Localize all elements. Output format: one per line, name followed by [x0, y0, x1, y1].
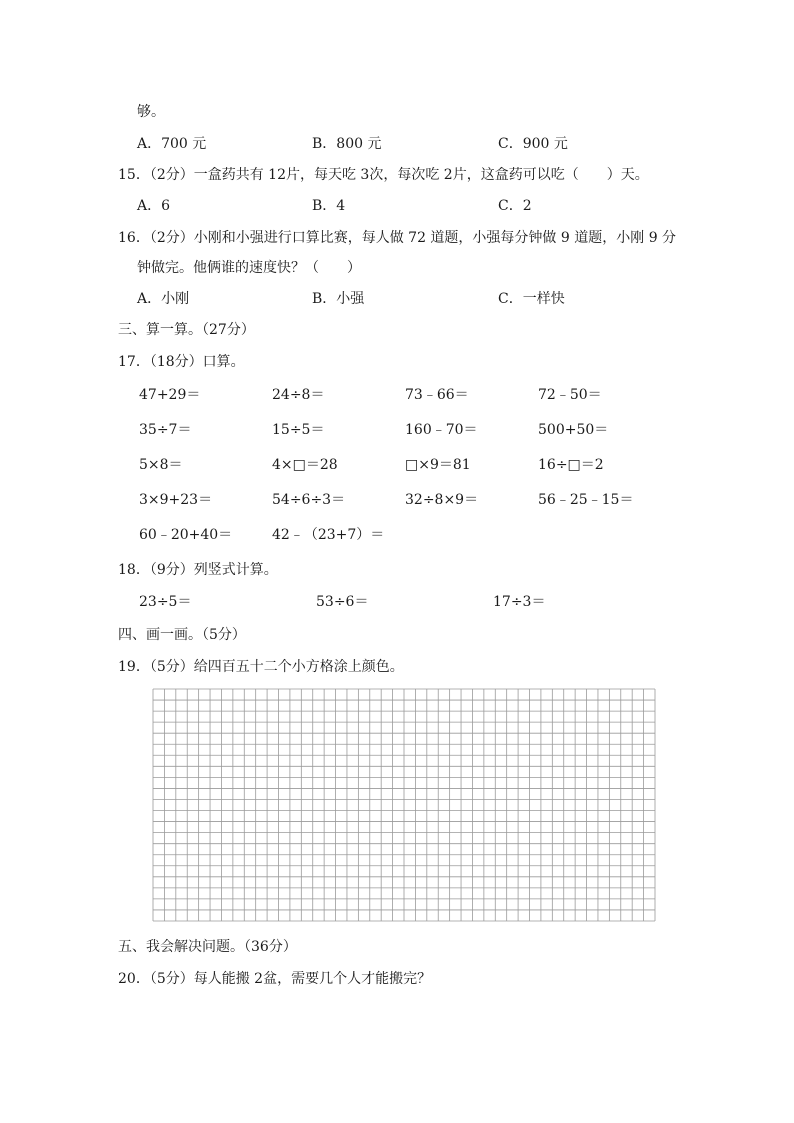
- q17-item: 16÷□＝2: [538, 457, 604, 473]
- q17-item: 3×9+23＝: [139, 492, 213, 508]
- q16-option-a: A．小刚: [137, 291, 190, 307]
- q17-stem: 17．（18分）口算。: [118, 354, 245, 370]
- q16-option-b: B．小强: [312, 291, 365, 307]
- q17-item: 15÷5＝: [272, 422, 325, 438]
- section3-heading: 三、算一算。（27分）: [118, 322, 255, 338]
- q17-item: 500+50＝: [538, 422, 609, 438]
- q16-option-c: C．一样快: [498, 291, 565, 307]
- q17-item: □×9＝81: [405, 457, 471, 473]
- q17-item: 32÷8×9＝: [405, 492, 479, 508]
- q16-stem-line1: 16．（2分）小刚和小强进行口算比赛，每人做 72 道题，小强每分钟做 9 道题，小刚 9 分: [118, 230, 677, 246]
- q17-item: 60﹣20+40＝: [139, 527, 233, 543]
- q17-item: 4×□＝28: [272, 457, 338, 473]
- q15-option-b: B．4: [312, 198, 346, 214]
- q16-stem-line2: 钟做完。他俩谁的速度快？（ ）: [137, 260, 361, 276]
- q15-option-c: C．2: [498, 198, 532, 214]
- section4-heading: 四、画一画。（5分）: [118, 627, 246, 643]
- q17-item: 54÷6÷3＝: [272, 492, 346, 508]
- q20-stem: 20．（5分）每人能搬 2盆，需要几个人才能搬完？: [118, 971, 432, 987]
- q14-option-a: A．700 元: [137, 136, 207, 152]
- q17-item: 35÷7＝: [139, 422, 192, 438]
- q18-item: 53÷6＝: [316, 594, 369, 610]
- q15-stem: 15．（2分）一盒药共有 12片，每天吃 3次，每次吃 2片，这盒药可以吃（ ）天。: [118, 167, 649, 183]
- q17-item: 56﹣25﹣15＝: [538, 492, 634, 508]
- q17-item: 5×8＝: [139, 457, 183, 473]
- q17-item: 47+29＝: [139, 387, 201, 403]
- section5-heading: 五、我会解决问题。（36分）: [118, 939, 297, 955]
- q18-item: 17÷3＝: [493, 594, 546, 610]
- q17-item: 24÷8＝: [272, 387, 325, 403]
- q17-item: 42﹣（23+7）＝: [272, 527, 385, 543]
- q14-stem-tail: 够。: [137, 104, 165, 120]
- q18-stem: 18．（9分）列竖式计算。: [118, 562, 278, 578]
- q17-item: 72﹣50＝: [538, 387, 602, 403]
- q15-option-a: A．6: [137, 198, 171, 214]
- grid-svg: [152, 688, 656, 922]
- q17-item: 73﹣66＝: [405, 387, 469, 403]
- q14-option-c: C．900 元: [498, 136, 568, 152]
- q18-item: 23÷5＝: [139, 594, 192, 610]
- q14-option-b: B．800 元: [312, 136, 382, 152]
- q19-stem: 19．（5分）给四百五十二个小方格涂上颜色。: [118, 659, 404, 675]
- coloring-grid[interactable]: [152, 688, 656, 922]
- q17-item: 160﹣70＝: [405, 422, 478, 438]
